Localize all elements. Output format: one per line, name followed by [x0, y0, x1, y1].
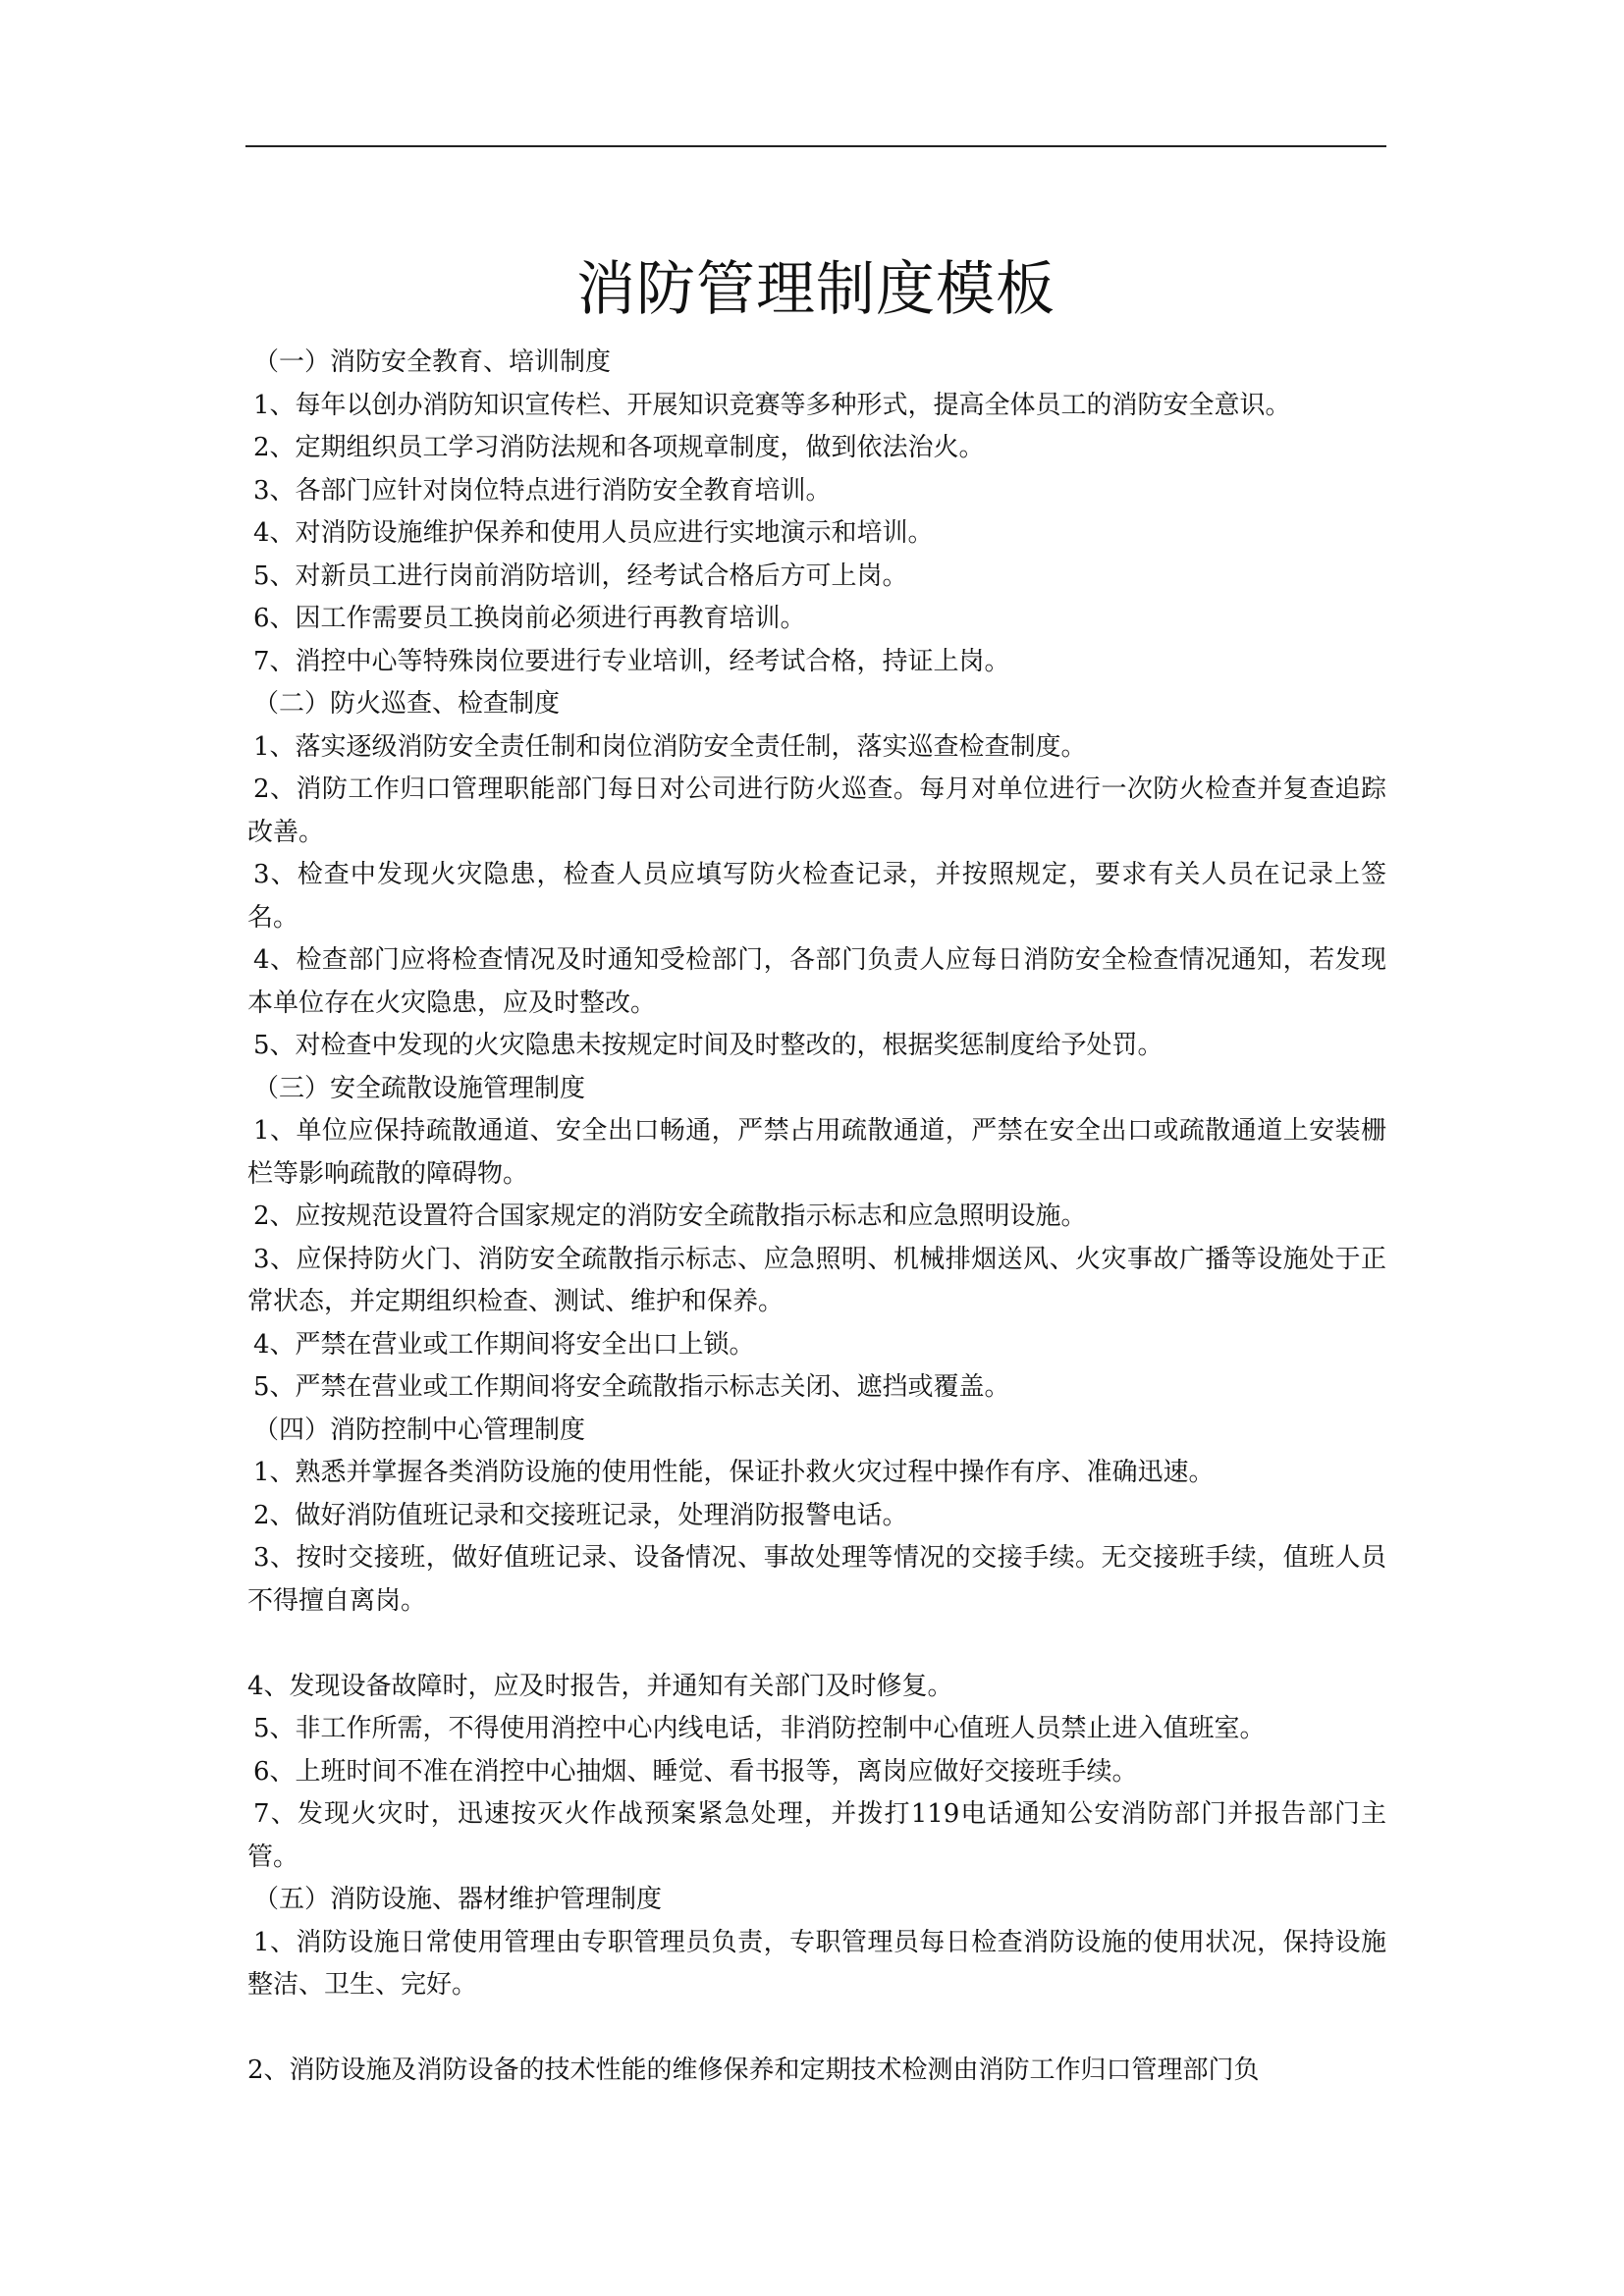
section-4-item-4: 4、发现设备故障时，应及时报告，并通知有关部门及时修复。 [247, 1671, 953, 1701]
section-3-item-3: 3、应保持防火门、消防安全疏散指示标志、应急照明、机械排烟送风、火灾事故广播等设施处于正常状态，并定期组织检查、测试、维护和保养。 [247, 1244, 1386, 1316]
section-1-item-2: 2、定期组织员工学习消防法规和各项规章制度，做到依法治火。 [253, 433, 985, 462]
section-1-item-5: 5、对新员工进行岗前消防培训，经考试合格后方可上岗。 [253, 561, 908, 591]
section-5-item-1: 1、消防设施日常使用管理由专职管理员负责，专职管理员每日检查消防设施的使用状况，保持设施整洁、卫生、完好。 [247, 1927, 1386, 2000]
section-3-item-2: 2、应按规范设置符合国家规定的消防安全疏散指示标志和应急照明设施。 [253, 1201, 1087, 1231]
section-5-item-2: 2、消防设施及消防设备的技术性能的维修保养和定期技术检测由消防工作归口管理部门负 [247, 2056, 1260, 2085]
section-4-item-7: 7、发现火灾时，迅速按灭火作战预案紧急处理，并拨打119电话通知公安消防部门并报告部门主管。 [247, 1799, 1386, 1872]
section-heading-3: （三）安全疏散设施管理制度 [253, 1073, 586, 1103]
section-heading-2: （二）防火巡查、检查制度 [253, 689, 561, 719]
section-2-item-2: 2、消防工作归口管理职能部门每日对公司进行防火巡查。每月对单位进行一次防火检查并复查追踪改善。 [247, 774, 1386, 847]
section-1-item-1: 1、每年以创办消防知识宣传栏、开展知识竞赛等多种形式，提高全体员工的消防安全意识。 [253, 390, 1291, 420]
section-3-item-5: 5、严禁在营业或工作期间将安全疏散指示标志关闭、遮挡或覆盖。 [253, 1372, 1010, 1402]
section-2-item-1: 1、落实逐级消防安全责任制和岗位消防安全责任制，落实巡查检查制度。 [253, 731, 1087, 762]
section-2-item-5: 5、对检查中发现的火灾隐患未按规定时间及时整改的，根据奖惩制度给予处罚。 [253, 1031, 1164, 1060]
section-2-item-4: 4、检查部门应将检查情况及时通知受检部门，各部门负责人应每日消防安全检查情况通知，若发现本单位存在火灾隐患，应及时整改。 [247, 945, 1386, 1018]
section-4-item-1: 1、熟悉并掌握各类消防设施的使用性能，保证扑救火灾过程中操作有序、准确迅速。 [253, 1458, 1215, 1487]
section-heading-4: （四）消防控制中心管理制度 [253, 1415, 586, 1445]
section-4-item-3: 3、按时交接班，做好值班记录、设备情况、事故处理等情况的交接手续。无交接班手续，值班人员不得擅自离岗。 [247, 1543, 1386, 1616]
header-rule [245, 145, 1386, 147]
section-4-item-6: 6、上班时间不准在消控中心抽烟、睡觉、看书报等，离岗应做好交接班手续。 [253, 1756, 1138, 1787]
section-1-item-3: 3、各部门应针对岗位特点进行消防安全教育培训。 [253, 475, 832, 506]
section-heading-1: （一）消防安全教育、培训制度 [253, 347, 612, 377]
section-1-item-4: 4、对消防设施维护保养和使用人员应进行实地演示和培训。 [253, 518, 934, 548]
section-1-item-7: 7、消控中心等特殊岗位要进行专业培训，经考试合格，持证上岗。 [253, 646, 1010, 676]
document-body [247, 342, 1386, 2093]
document-title: 消防管理制度模板 [576, 255, 1056, 324]
section-4-item-2: 2、做好消防值班记录和交接班记录，处理消防报警电话。 [253, 1500, 908, 1530]
section-3-item-1: 1、单位应保持疏散通道、安全出口畅通，严禁占用疏散通道，严禁在安全出口或疏散通道上安装栅栏等影响疏散的障碍物。 [247, 1116, 1386, 1189]
section-4-item-5: 5、非工作所需，不得使用消控中心内线电话，非消防控制中心值班人员禁止进入值班室。 [253, 1714, 1266, 1743]
section-heading-5: （五）消防设施、器材维护管理制度 [253, 1885, 663, 1914]
section-1-item-6: 6、因工作需要员工换岗前必须进行再教育培训。 [253, 604, 806, 633]
section-3-item-4: 4、严禁在营业或工作期间将安全出口上锁。 [253, 1329, 755, 1360]
section-2-item-3: 3、检查中发现火灾隐患，检查人员应填写防火检查记录，并按照规定，要求有关人员在记录上签名。 [247, 860, 1386, 933]
